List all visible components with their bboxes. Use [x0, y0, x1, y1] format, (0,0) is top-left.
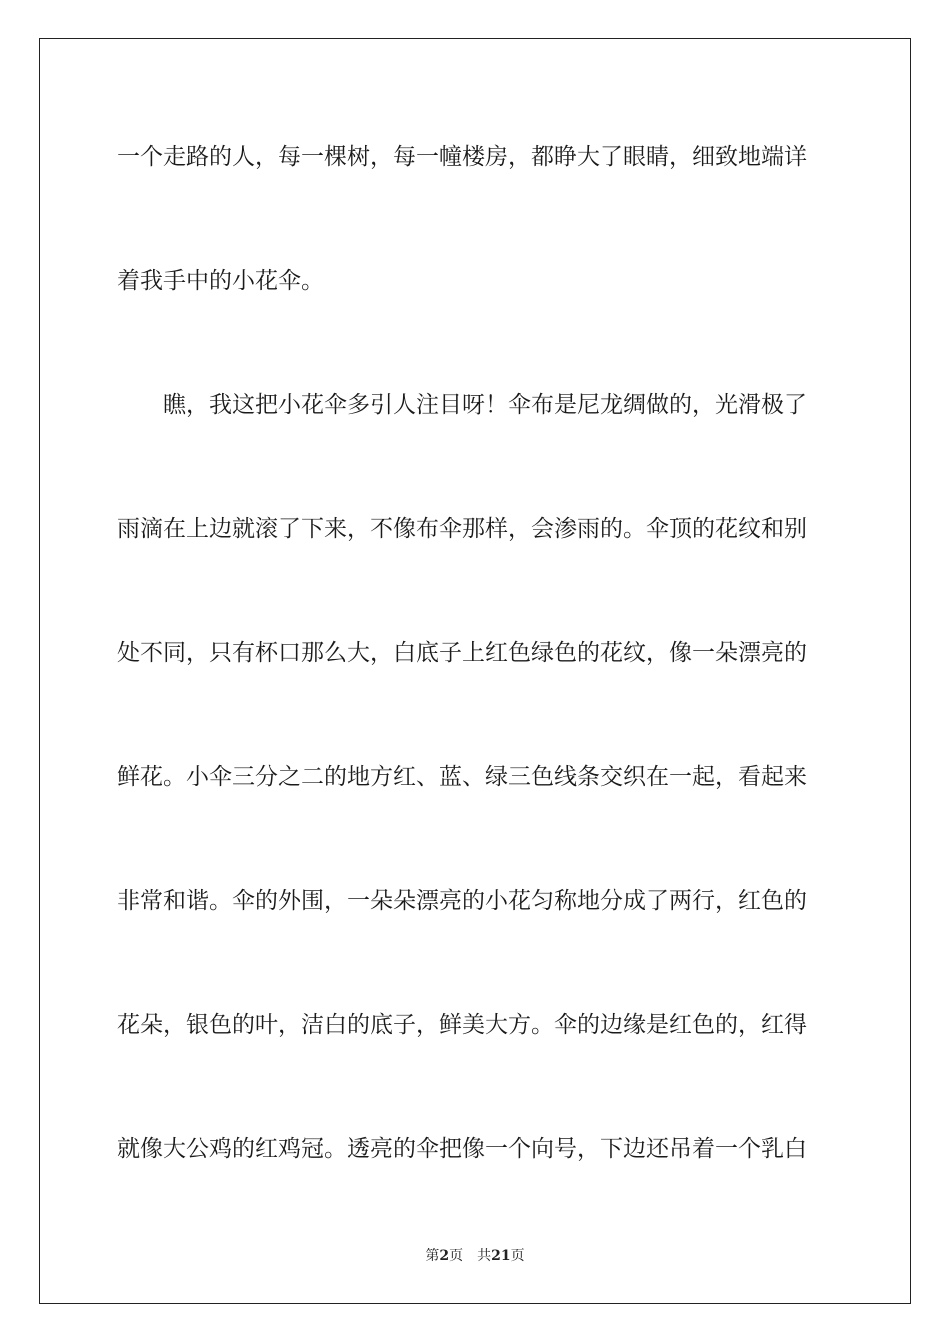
total-prefix: 共: [477, 1248, 492, 1264]
current-page-number: 2: [439, 1248, 450, 1264]
document-body: [117, 126, 833, 1242]
paragraph-start-line: 瞧，我这把小花伞多引人注目呀！伞布是尼龙绸做的，光滑极了: [163, 392, 807, 418]
text-line: 花朵，银色的叶，洁白的底子，鲜美大方。伞的边缘是红色的，红得: [117, 1012, 807, 1038]
text-line: 一个走路的人，每一棵树，每一幢楼房，都睁大了眼睛，细致地端详: [117, 144, 807, 170]
text-line: 雨滴在上边就滚了下来，不像布伞那样，会渗雨的。伞顶的花纹和别: [117, 516, 807, 542]
total-suffix: 页: [510, 1248, 525, 1264]
page-footer: [0, 1246, 950, 1266]
text-line: 鲜花。小伞三分之二的地方红、蓝、绿三色线条交织在一起，看起来: [117, 764, 807, 790]
text-line: 就像大公鸡的红鸡冠。透亮的伞把像一个向号，下边还吊着一个乳白: [117, 1136, 807, 1162]
text-line: 处不同，只有杯口那么大，白底子上红色绿色的花纹，像一朵漂亮的: [117, 640, 807, 666]
text-line: 非常和谐。伞的外围，一朵朵漂亮的小花匀称地分成了两行，红色的: [117, 888, 807, 914]
page-prefix: 第: [425, 1248, 440, 1264]
page-suffix: 页: [449, 1248, 464, 1264]
total-pages: 21: [491, 1248, 511, 1264]
text-line: 着我手中的小花伞。: [117, 268, 324, 294]
